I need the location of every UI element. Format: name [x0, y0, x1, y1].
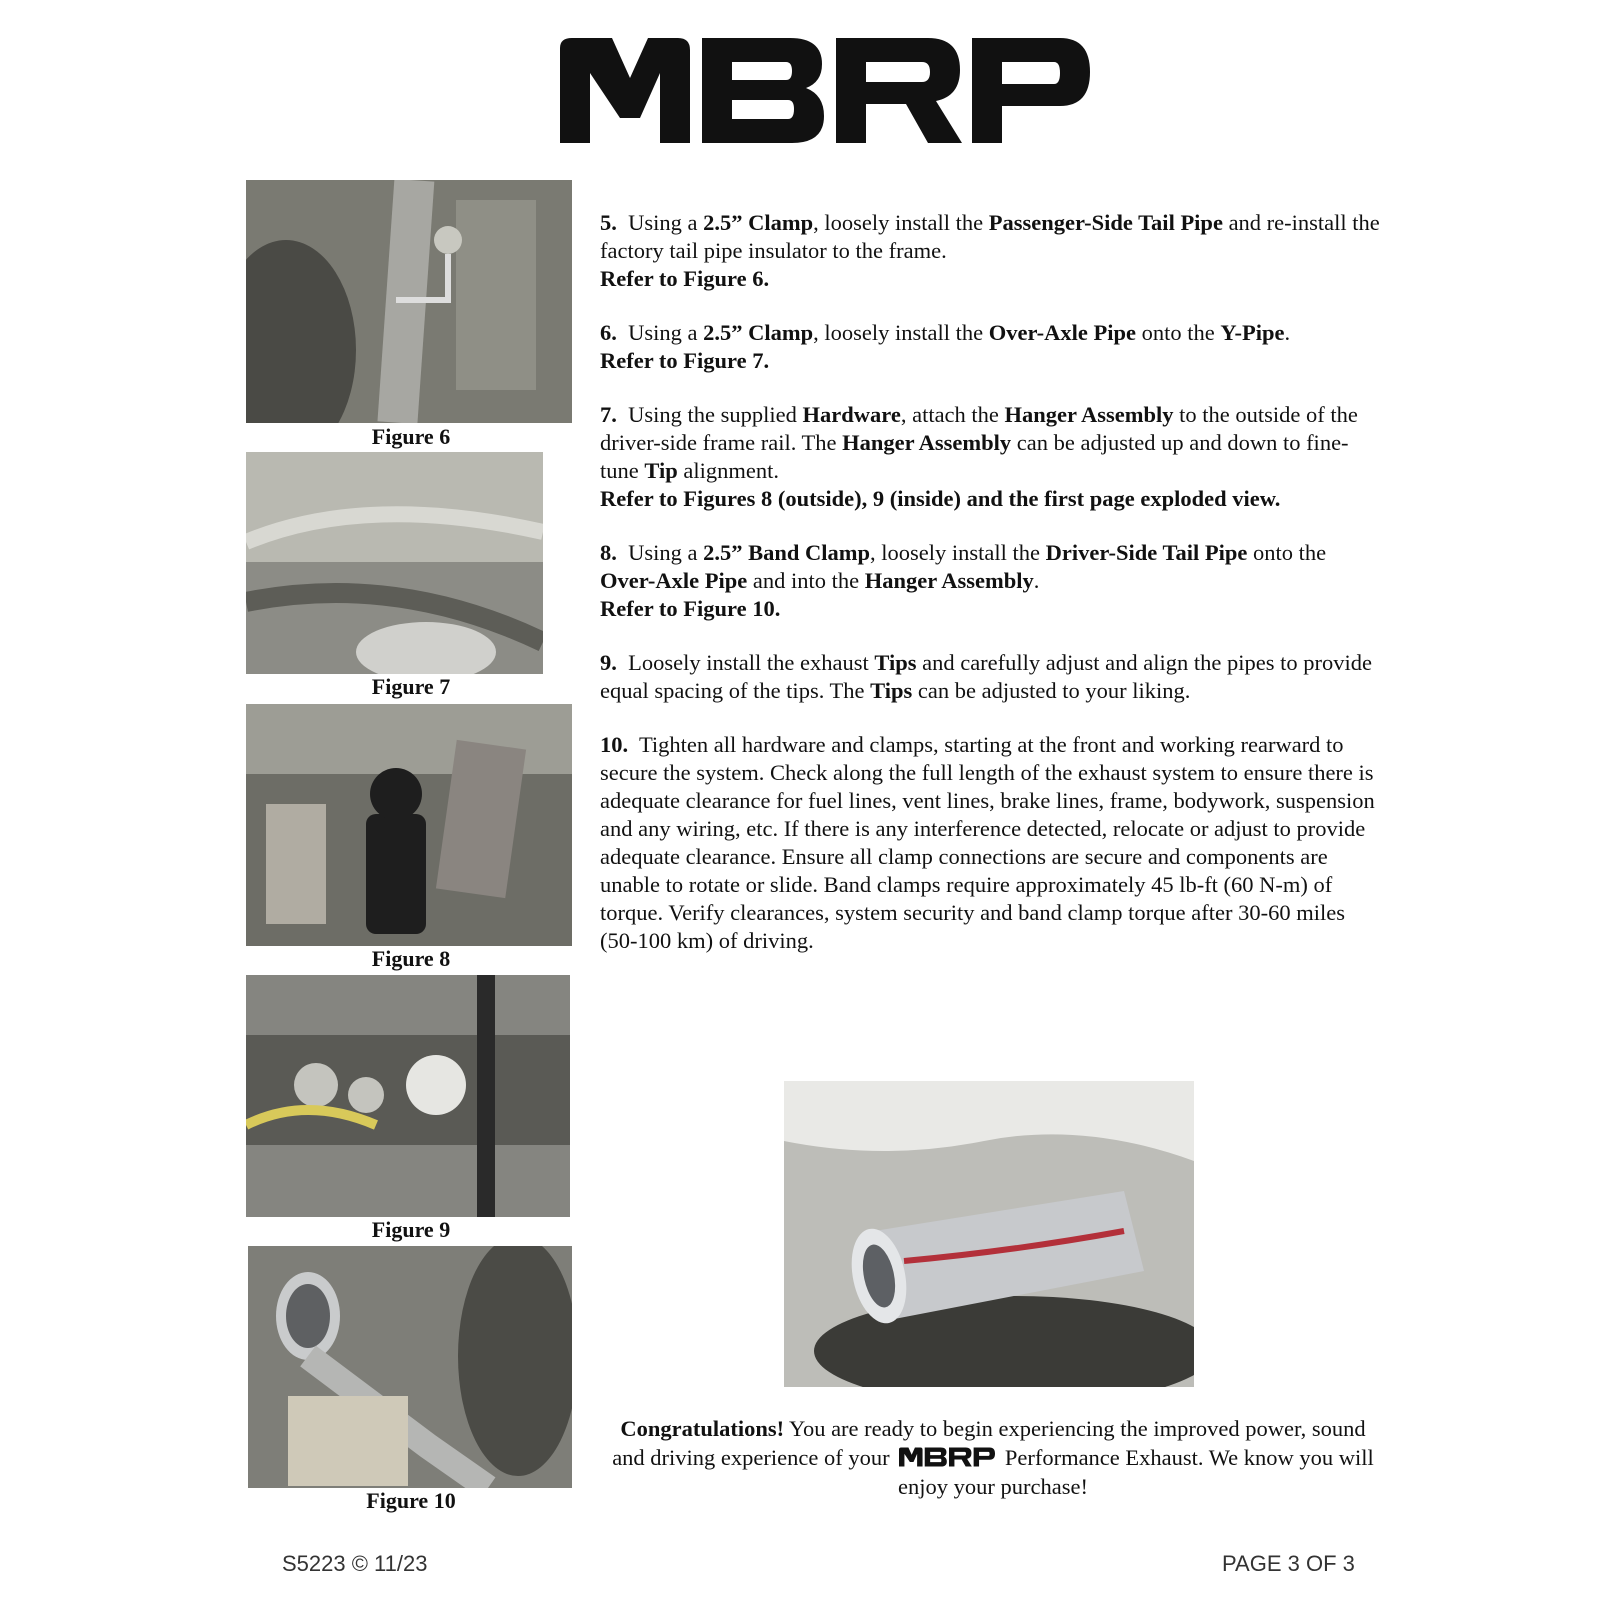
step-text: alignment. — [677, 458, 779, 483]
step-term: Y-Pipe — [1220, 320, 1285, 345]
step-text: and re-install the factory tail pipe insulator to the frame. — [600, 210, 1380, 263]
step-text: , loosely install the — [870, 540, 1046, 565]
figure-reference: Refer to Figure 7. — [600, 348, 770, 373]
step-text: and carefully adjust and align the pipes to provide equal spacing of the tips. The — [600, 650, 1372, 703]
step-text: Tighten all hardware and clamps, starting at the front and working rearward to secure the system. Check along the full length of the exhaust system to ensure there is adequate clearance for fuel lines, vent lines, brake lines, frame, bodywork, suspension and any wiring, etc. If there is any interference detected, relocate or adjust to provide adequate clearance. Ensure all clamp connections are secure and components are unable to rotate or slide. Band clamps require approximately 45 lb-ft (60 N-m) of torque. Verify clearances, system security and band clamp torque after 30-60 miles (50-100 km) of driving. — [600, 732, 1375, 953]
congratulations-text-2: Performance Exhaust. We know you will enjoy your purchase! — [898, 1445, 1374, 1499]
mbrp-inline-logo — [899, 1447, 995, 1467]
step-term: 2.5” Clamp — [703, 210, 814, 235]
step-text: onto the — [1136, 320, 1221, 345]
step-text: can be adjusted up and down to fine-tune — [600, 430, 1349, 483]
step-number: 10. — [600, 732, 629, 757]
step-text: , loosely install the — [813, 210, 989, 235]
congratulations-lead: Congratulations! — [620, 1416, 785, 1441]
step-text: Using the supplied — [628, 402, 803, 427]
step-8 — [600, 539, 1380, 623]
step-number: 6. — [600, 320, 617, 345]
step-5 — [600, 209, 1380, 293]
step-number: 7. — [600, 402, 617, 427]
step-text: , loosely install the — [813, 320, 989, 345]
step-text: onto the — [1247, 540, 1327, 565]
step-term: Hardware — [802, 402, 901, 427]
figure-8-caption: Figure 8 — [371, 946, 451, 971]
step-6 — [600, 319, 1380, 375]
step-term: Over-Axle Pipe — [988, 320, 1136, 345]
step-term: Hanger Assembly — [842, 430, 1012, 455]
step-text: can be adjusted to your liking. — [912, 678, 1191, 703]
congratulations-message — [608, 1414, 1378, 1501]
step-term: 2.5” Band Clamp — [703, 540, 871, 565]
step-term: Over-Axle Pipe — [600, 568, 748, 593]
step-text: . — [1033, 568, 1040, 593]
step-number: 8. — [600, 540, 617, 565]
figure-7-photo — [246, 452, 543, 674]
step-text: , attach the — [900, 402, 1005, 427]
figure-reference: Refer to Figure 6. — [600, 266, 770, 291]
step-term: Hanger Assembly — [1004, 402, 1174, 427]
figure-7-caption: Figure 7 — [371, 674, 451, 699]
step-text: Using a — [628, 210, 704, 235]
step-text: . — [1284, 320, 1291, 345]
step-number: 5. — [600, 210, 617, 235]
mbrp-logo — [560, 38, 1090, 143]
step-10 — [600, 731, 1380, 955]
step-term: Driver-Side Tail Pipe — [1045, 540, 1248, 565]
exhaust-tip-photo — [784, 1081, 1194, 1387]
step-term: Tips — [870, 678, 913, 703]
step-term: Tips — [874, 650, 917, 675]
step-text: Loosely install the exhaust — [628, 650, 875, 675]
figure-10-photo — [248, 1246, 572, 1488]
figure-9-photo — [246, 975, 570, 1217]
step-text: Using a — [628, 540, 704, 565]
step-number: 9. — [600, 650, 617, 675]
step-text: and into the — [747, 568, 865, 593]
step-term: Tip — [644, 458, 678, 483]
figure-10-caption: Figure 10 — [366, 1488, 456, 1513]
congratulations-text-1: You are ready to begin experiencing the improved power, sound and driving experience of your — [612, 1416, 1366, 1470]
figure-9-caption: Figure 9 — [371, 1217, 451, 1242]
step-9 — [600, 649, 1380, 705]
document-code: S5223 © 11/23 — [282, 1551, 428, 1576]
instruction-steps — [600, 209, 1380, 981]
step-7 — [600, 401, 1380, 513]
step-term: Hanger Assembly — [864, 568, 1034, 593]
step-term: 2.5” Clamp — [703, 320, 814, 345]
step-text: to the outside of the driver-side frame rail. The — [600, 402, 1358, 455]
step-term: Passenger-Side Tail Pipe — [988, 210, 1223, 235]
page-number: PAGE 3 OF 3 — [1222, 1551, 1355, 1576]
figure-8-photo — [246, 704, 572, 946]
figure-reference: Refer to Figure 10. — [600, 596, 781, 621]
figure-6-photo — [246, 180, 572, 423]
step-text: Using a — [628, 320, 704, 345]
figure-6-caption: Figure 6 — [371, 424, 451, 449]
figure-reference: Refer to Figures 8 (outside), 9 (inside) and the first page exploded view. — [600, 486, 1281, 511]
